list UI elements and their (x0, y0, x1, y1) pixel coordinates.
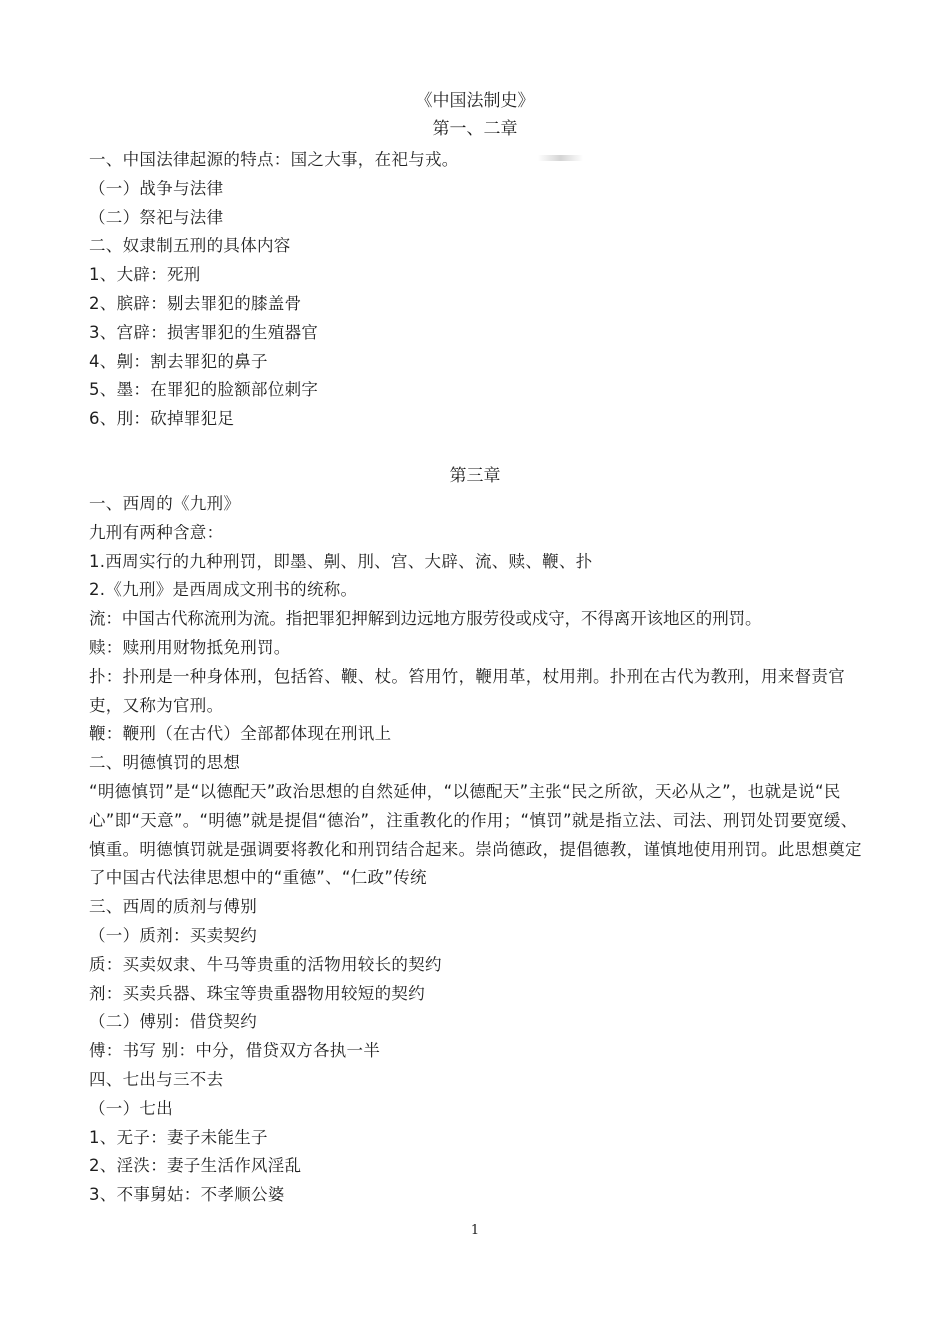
chapter-heading-1-2: 第一、二章 (432, 119, 518, 139)
page-number: 1 (470, 1223, 480, 1238)
list-item: 2、淫泆：妻子生活作风淫乱 (89, 1156, 302, 1176)
definition-zhi: 质：买卖奴隶、牛马等贵重的活物用较长的契约 (89, 954, 442, 974)
list-item: 3、宫辟：损害罪犯的生殖器官 (89, 322, 319, 342)
list-item: 2.《九刑》是西周成文刑书的统称。 (89, 580, 358, 600)
list-item: 1.西周实行的九种刑罚，即墨、劓、刖、宫、大辟、流、赎、鞭、扑 (89, 551, 593, 571)
chapter-3-content (89, 490, 869, 1210)
subheading-qichu: （一）七出 (89, 1098, 173, 1118)
heading-zhiji-fubie: 三、西周的质剂与傅别 (89, 897, 257, 917)
subheading-fubie: （二）傅别：借贷契约 (89, 1012, 257, 1032)
heading-mingde-shenfa: 二、明德慎罚的思想 (89, 753, 241, 773)
subheading-war-law: （一）战争与法律 (89, 178, 224, 198)
list-item: 1、无子：妻子未能生子 (89, 1127, 268, 1147)
definition-bian: 鞭：鞭刑（在古代）全部都体现在刑讯上 (89, 724, 392, 744)
chapter-heading-3: 第三章 (449, 466, 501, 486)
list-item: 5、墨：在罪犯的脸额部位刺字 (89, 380, 319, 400)
paragraph-mingde-shenfa: “明德慎罚”是“以德配天”政治思想的自然延伸，“以德配天”主张“民之所欲，天必从之”，也就是说“民心”即“天意”。“明德”就是提倡“德治”，注重教化的作用；“慎罚”就是指立法、司法、刑罚处罚要宽缓、慎重。明德慎罚就是强调要将教化和刑罚结合起来。崇尚德政，提倡德教，谨慎地使用刑罚。此思想奠定了中国古代法律思想中的“重德”、“仁政”传统 (89, 781, 862, 888)
definition-ji: 剂：买卖兵器、珠宝等贵重器物用较短的契约 (89, 983, 425, 1003)
paragraph-line: 九刑有两种含意： (89, 522, 224, 542)
list-item: 4、劓：割去罪犯的鼻子 (89, 351, 268, 371)
chapter-1-2-content (89, 146, 869, 434)
heading-law-origin: 一、中国法律起源的特点：国之大事，在祀与戎。 (89, 150, 459, 169)
subheading-zhiji: （一）质剂：买卖契约 (89, 925, 257, 945)
list-item: 1、大辟：死刑 (89, 265, 201, 285)
list-item: 3、不事舅姑：不孝顺公婆 (89, 1185, 285, 1205)
list-item: 6、刖：砍掉罪犯足 (89, 409, 235, 429)
title-block (0, 88, 950, 144)
heading-five-punishments: 二、奴隶制五刑的具体内容 (89, 236, 291, 256)
definition-pu: 扑：扑刑是一种身体刑，包括笞、鞭、杖。笞用竹，鞭用革，杖用荆。扑刑在古代为教刑，用来督责官吏，又称为官刑。 (89, 666, 845, 715)
subheading-sacrifice-law: （二）祭祀与法律 (89, 207, 224, 227)
list-item: 2、膑辟：剔去罪犯的膝盖骨 (89, 293, 302, 313)
heading-nine-punishments: 一、西周的《九刑》 (89, 494, 241, 513)
definition-fubie: 傅：书写 别：中分，借贷双方各执一半 (89, 1041, 381, 1061)
document-title: 《中国法制史》 (415, 91, 535, 111)
definition-liu: 流：中国古代称流刑为流。指把罪犯押解到边远地方服劳役或戍守，不得离开该地区的刑罚。 (89, 609, 762, 629)
heading-qichu-sanbuqu: 四、七出与三不去 (89, 1069, 224, 1089)
definition-shu: 赎：赎刑用财物抵免刑罚。 (89, 637, 291, 657)
